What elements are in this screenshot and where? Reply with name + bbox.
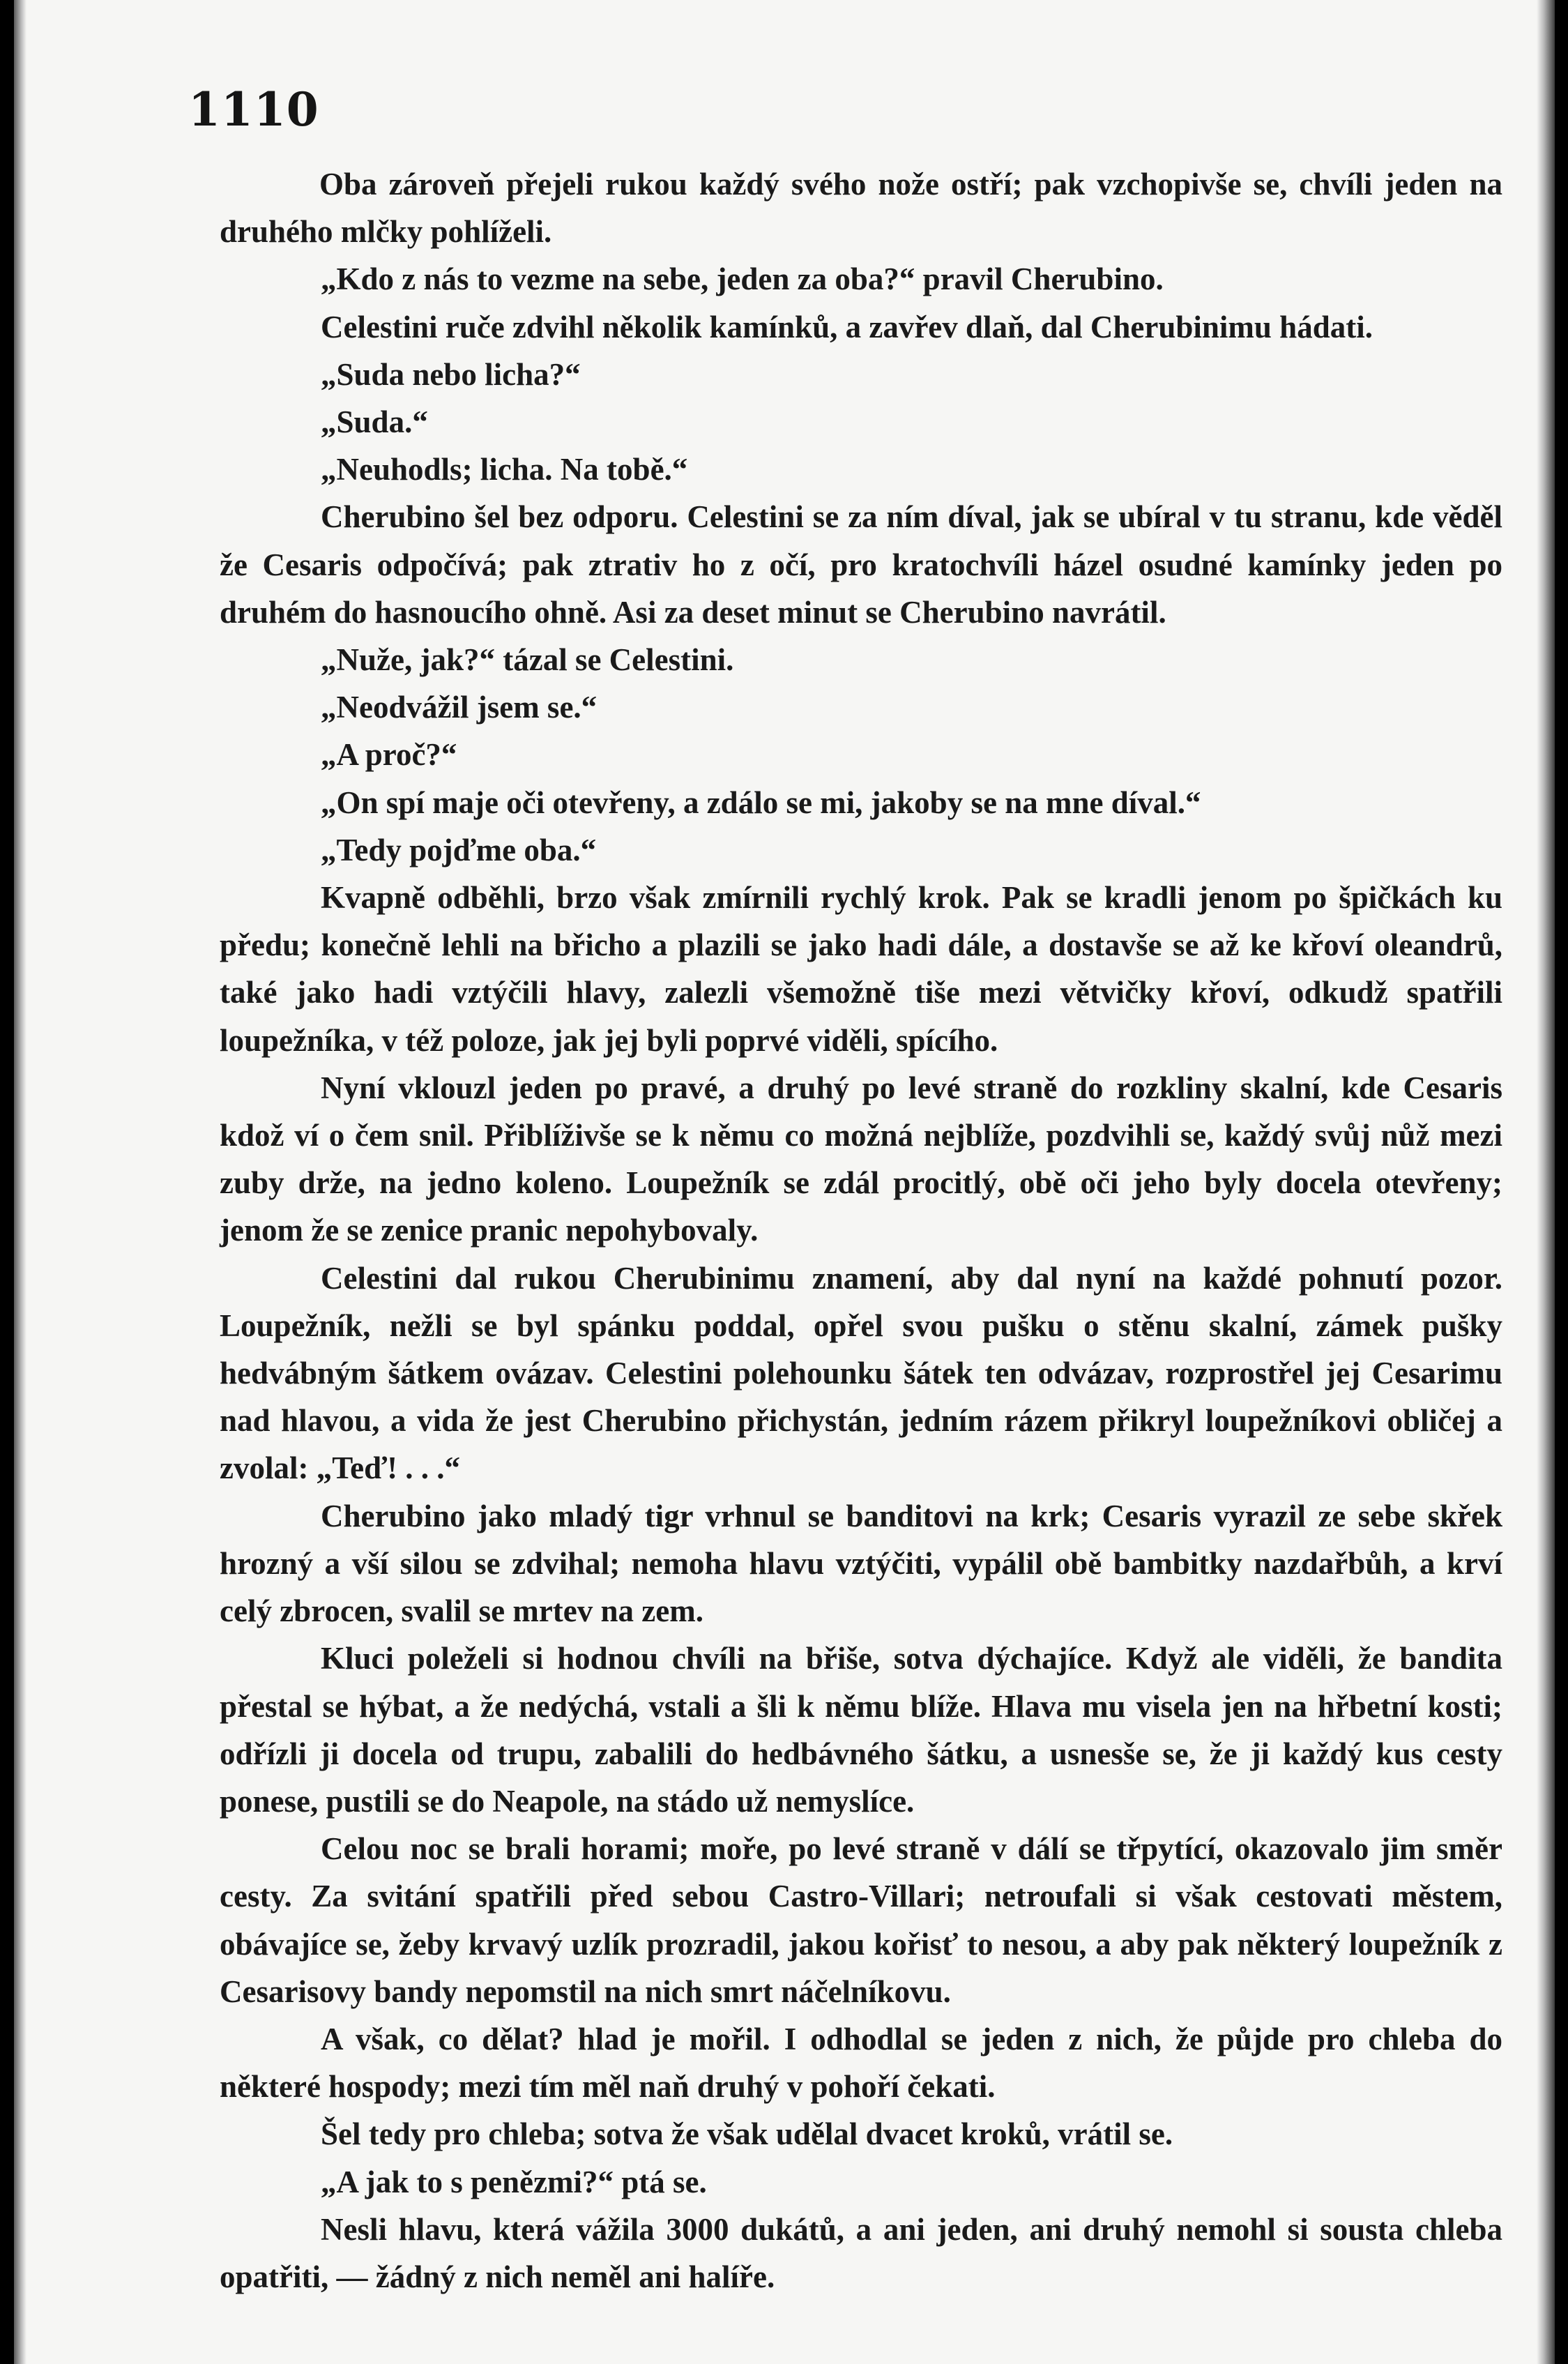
paragraph: Kvapně odběhli, brzo však zmírnili rychlý krok. Pak se kradli jenom po špičkách ku předu; konečně lehli na břicho a plazili se jako hadi dále, a dostavše se až ke křoví oleandrů, také jako hadi vztýčili hlavy, zalezli všemožně tiše mezi větvičky křoví, odkudž spatřili loupežníka, v též poloze, jak jej byli poprvé viděli, spícího. bbox=[220, 880, 1502, 1058]
paragraph: Nesli hlavu, která vážila 3000 dukátů, a ani jeden, ani druhý nemohl si sousta chleba opatřiti, — žádný z nich neměl ani halíře. bbox=[220, 2211, 1502, 2294]
page-number: 1110 bbox=[188, 82, 319, 137]
paragraph: „Suda nebo licha?“ bbox=[321, 356, 581, 392]
paragraph: „Tedy pojďme oba.“ bbox=[321, 832, 597, 867]
page-right-edge-shadow bbox=[1537, 0, 1555, 2364]
paragraph: Cherubino šel bez odporu. Celestini se za ním díval, jak se ubíral v tu stranu, kde věděl že Cesaris odpočívá; pak ztrativ ho z očí, pro kratochvíli házel osudné kamínky jeden po druhém do hasnoucího ohně. Asi za deset minut se Cherubino navrátil. bbox=[220, 499, 1502, 630]
paragraph: Celou noc se brali horami; moře, po levé straně v dálí se třpytící, okazovalo jim směr cesty. Za svitání spatřili před sebou Castro-Villari; netroufali si však cestovati městem, obávajíce se, žeby krvavý uzlík prozradil, jakou kořisť to nesou, a aby pak některý loupežník z Cesarisovy bandy nepomstil na nich smrt náčelníkovu. bbox=[220, 1831, 1502, 2009]
paragraph: „Kdo z nás to vezme na sebe, jeden za oba?“ pravil Cherubino. bbox=[321, 262, 1164, 297]
paragraph: „Nuže, jak?“ tázal se Celestini. bbox=[321, 642, 734, 678]
paragraph: Nyní vklouzl jeden po pravé, a druhý po levé straně do rozkliny skalní, kde Cesaris kdož ví o čem snil. Přiblíživše se k němu co možná nejblíže, pozdvihli se, každý svůj nůž mezi zuby drže, na jedno koleno. Loupežník se zdál procitlý, obě oči jeho byly docela otevřeny; jenom že se zenice pranic nepohybovaly. bbox=[220, 1070, 1502, 1248]
paragraph: Celestini dal rukou Cherubinimu znamení, aby dal nyní na každé pohnutí pozor. Loupežník, nežli se byl spánku poddal, opřel svou pušku o stěnu skalní, zámek pušky hedvábným šátkem ovázav. Celestini polehounku šátek ten odvázav, rozprostřel jej Cesarimu nad hlavou, a vida že jest Cherubino přichystán, jedním rázem přikryl loupežníkovi obličej a zvolal: „Teď! . . .“ bbox=[220, 1260, 1502, 1486]
paragraph: Kluci poleželi si hodnou chvíli na břiše, sotva dýchajíce. Když ale viděli, že bandita přestal se hýbat, a že nedýchá, vstali a šli k němu blíže. Hlava mu visela jen na hřbetní kosti; odřízli ji docela od trupu, zabalili do hedbávného šátku, a usnesše se, že ji každý kus cesty ponese, pustili se do Neapole, na stádo už nemyslíce. bbox=[220, 1641, 1502, 1819]
paragraph: Celestini ruče zdvihl několik kamínků, a zavřev dlaň, dal Cherubinimu hádati. bbox=[321, 309, 1373, 344]
paragraph: „Suda.“ bbox=[321, 404, 428, 440]
paragraph: „A jak to s penězmi?“ ptá se. bbox=[321, 2164, 707, 2199]
paragraph: „Neuhodls; licha. Na tobě.“ bbox=[321, 452, 688, 487]
body-text bbox=[220, 160, 1502, 2301]
paragraph: Oba zároveň přejeli rukou každý svého nože ostří; pak vzchopivše se, chvíli jeden na druhého mlčky pohlíželi. bbox=[220, 167, 1502, 250]
page-left-edge-shadow bbox=[14, 0, 26, 2364]
paragraph: „A proč?“ bbox=[321, 737, 457, 773]
book-page bbox=[14, 0, 1555, 2364]
paragraph: Šel tedy pro chleba; sotva že však udělal dvacet kroků, vrátil se. bbox=[321, 2116, 1173, 2152]
paragraph: Cherubino jako mladý tigr vrhnul se banditovi na krk; Cesaris vyrazil ze sebe skřek hrozný a vší silou se zdvihal; nemoha hlavu vztýčiti, vypálil obě bambitky nazdařbůh, a krví celý zbrocen, svalil se mrtev na zem. bbox=[220, 1498, 1502, 1629]
paragraph: „Neodvážil jsem se.“ bbox=[321, 690, 597, 725]
paragraph: „On spí maje oči otevřeny, a zdálo se mi, jakoby se na mne díval.“ bbox=[321, 785, 1201, 820]
paragraph: A však, co dělat? hlad je mořil. I odhodlal se jeden z nich, že půjde pro chleba do některé hospody; mezi tím měl naň druhý v pohoří čekati. bbox=[220, 2021, 1502, 2105]
